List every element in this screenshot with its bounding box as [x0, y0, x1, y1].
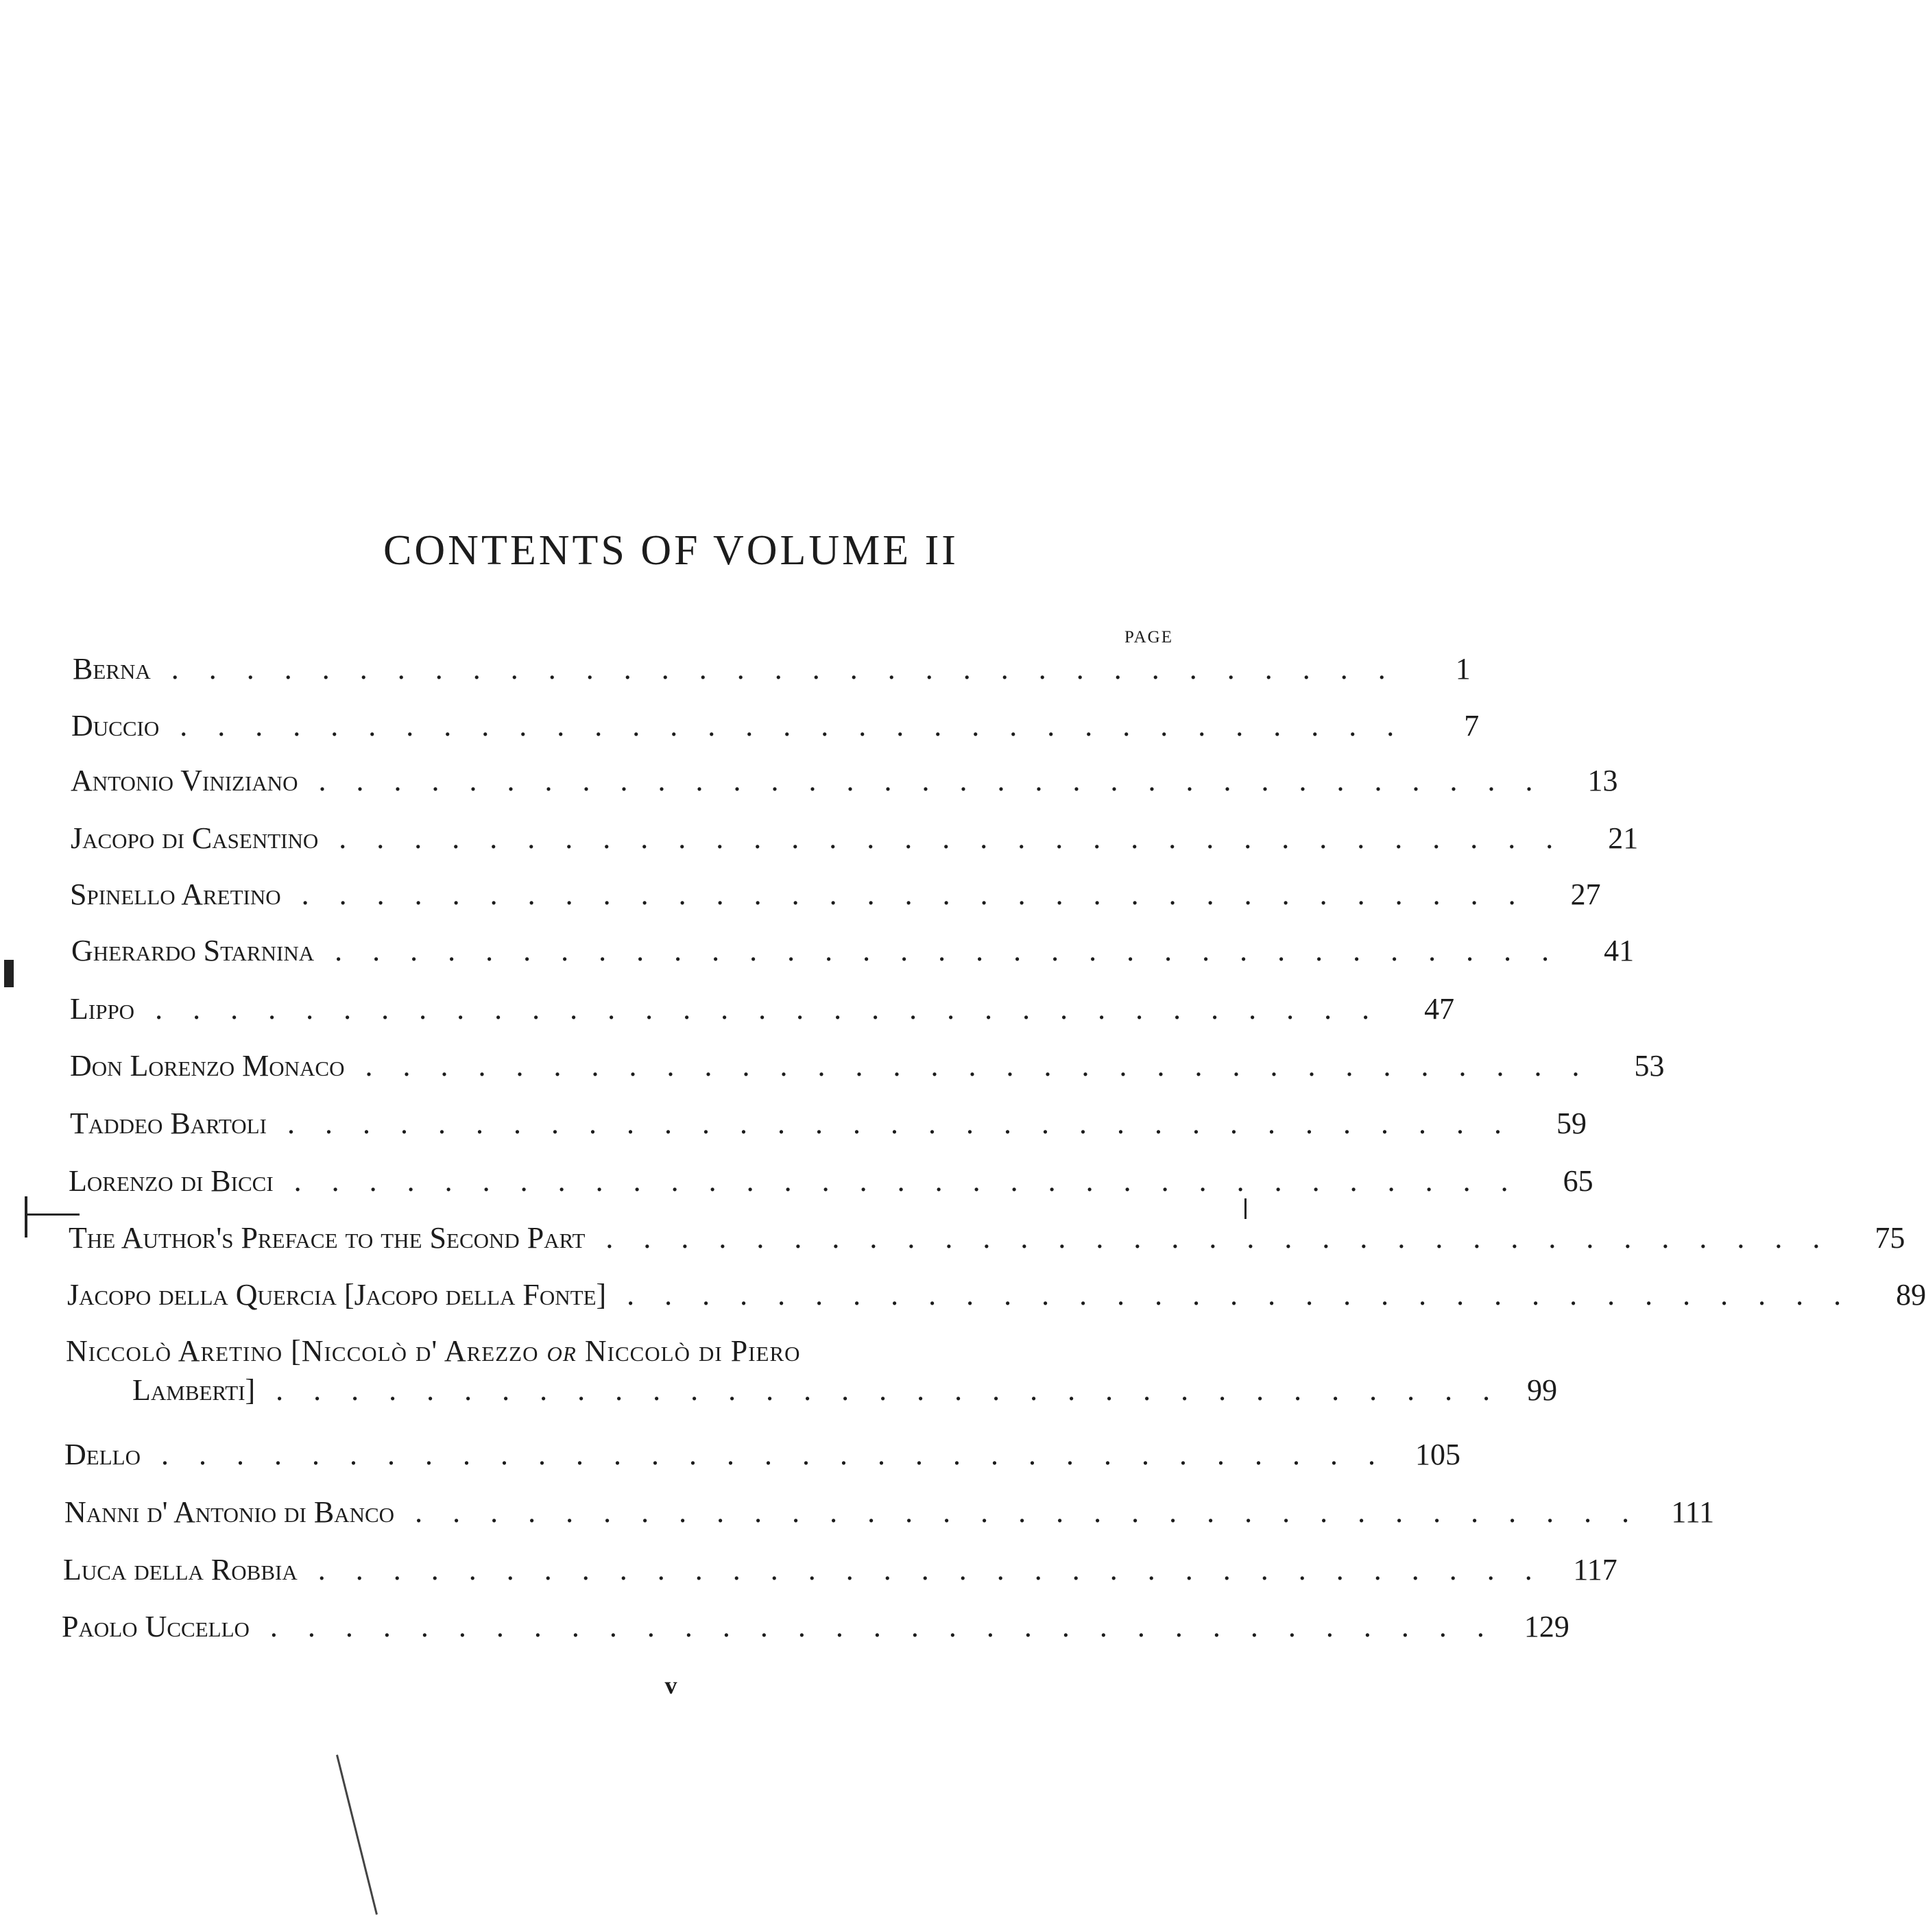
toc-entry-page: 89: [1896, 1278, 1926, 1312]
toc-entry-title: Jacopo di Casentino: [71, 821, 319, 855]
toc-entry-page: 99: [1527, 1373, 1558, 1407]
toc-entry: [70, 1048, 1665, 1083]
toc-entry: [70, 991, 1455, 1026]
toc-entry: [71, 821, 1639, 856]
page-column-header: PAGE: [1124, 628, 1173, 647]
toc-entry-title-continued: Lamberti]: [132, 1373, 256, 1407]
dot-leader: .................................: [160, 1438, 1406, 1471]
toc-entry-continuation: [132, 1373, 1558, 1408]
dot-leader: .................................: [318, 764, 1563, 797]
toc-entry-page: 129: [1524, 1610, 1569, 1643]
toc-entry-page: 21: [1608, 821, 1639, 855]
scan-artifact: [4, 960, 14, 987]
dot-leader: .................................: [301, 878, 1546, 911]
toc-entry-page: 59: [1556, 1107, 1587, 1140]
dot-leader: .................................: [415, 1495, 1660, 1529]
toc-entry-page: 65: [1563, 1164, 1593, 1198]
toc-entry: [64, 1495, 1715, 1530]
dot-leader: .................................: [339, 821, 1584, 855]
dot-leader: .................................: [365, 1049, 1610, 1083]
toc-entry: [67, 1277, 1926, 1312]
toc-entry-title: Don Lorenzo Monaco: [70, 1049, 345, 1083]
dot-leader: .................................: [287, 1107, 1532, 1140]
toc-entry-title: Duccio: [71, 709, 160, 742]
toc-entry: [71, 708, 1480, 743]
toc-entry-title: Taddeo Bartoli: [70, 1107, 267, 1140]
toc-entry: [66, 1333, 1558, 1408]
toc-entry-title: Dello: [64, 1438, 141, 1471]
dot-leader: .................................: [180, 709, 1425, 742]
toc-entry-page: 27: [1570, 878, 1601, 911]
page-folio: v: [664, 1671, 677, 1699]
dot-leader: .................................: [335, 934, 1580, 967]
toc-entry-page: 7: [1464, 709, 1480, 742]
dot-leader: .................................: [605, 1221, 1851, 1255]
toc-entry-title: Paolo Uccello: [62, 1610, 250, 1643]
dot-leader: .................................: [276, 1373, 1521, 1407]
dot-leader: .................................: [627, 1278, 1872, 1312]
dot-leader: .................................: [269, 1610, 1515, 1643]
page-title: CONTENTS OF VOLUME II: [383, 527, 959, 574]
toc-entry-page: 111: [1671, 1495, 1715, 1529]
toc-entry: [63, 1552, 1617, 1587]
toc-entry-title: Spinello Aretino: [70, 878, 281, 911]
toc-entry-page: 13: [1587, 764, 1618, 797]
toc-entry-page: 105: [1415, 1438, 1460, 1471]
dot-leader: .................................: [155, 992, 1400, 1026]
toc-entry: [69, 1163, 1593, 1198]
toc-entry: [69, 1220, 1905, 1255]
toc-entry: [64, 1437, 1460, 1472]
dot-leader: .................................: [317, 1553, 1563, 1586]
toc-entry-title: Lippo: [70, 992, 135, 1026]
toc-entry-title: Berna: [73, 652, 151, 686]
toc-entry: [71, 933, 1635, 968]
toc-entry-title: The Author's Preface to the Second Part: [69, 1221, 586, 1255]
toc-entry-title: Jacopo della Quercia [Jacopo della Fonte]: [67, 1278, 607, 1312]
toc-entry: [71, 763, 1618, 798]
toc-entry-title: Gherardo Starnina: [71, 934, 315, 967]
toc-entry-page: 53: [1634, 1049, 1665, 1083]
toc-entry-title: Lorenzo di Bicci: [69, 1164, 274, 1198]
toc-entry: [70, 1106, 1587, 1141]
toc-entry-page: 75: [1875, 1221, 1905, 1255]
toc-entry-title: Nanni d' Antonio di Banco: [64, 1495, 395, 1529]
scan-artifact: [1244, 1198, 1247, 1219]
toc-entry: [70, 877, 1601, 912]
toc-entry-title: Antonio Viniziano: [71, 764, 298, 797]
toc-entry-page: 1: [1455, 652, 1471, 686]
dot-leader: .................................: [293, 1164, 1539, 1198]
toc-entry-page: 41: [1604, 934, 1635, 967]
scan-artifact: [25, 1213, 80, 1216]
toc-entry-title: Niccolò Aretino [Niccolò d' Arezzo or Niccolò di Piero: [66, 1334, 801, 1368]
toc-entry-title: Luca della Robbia: [63, 1553, 298, 1586]
toc-entry: [62, 1609, 1569, 1644]
dot-leader: .................................: [171, 652, 1416, 686]
toc-entry-page: 117: [1573, 1553, 1617, 1586]
toc-entry: [73, 651, 1471, 686]
scan-artifact: [25, 1196, 27, 1237]
toc-entry-page: 47: [1424, 992, 1455, 1026]
